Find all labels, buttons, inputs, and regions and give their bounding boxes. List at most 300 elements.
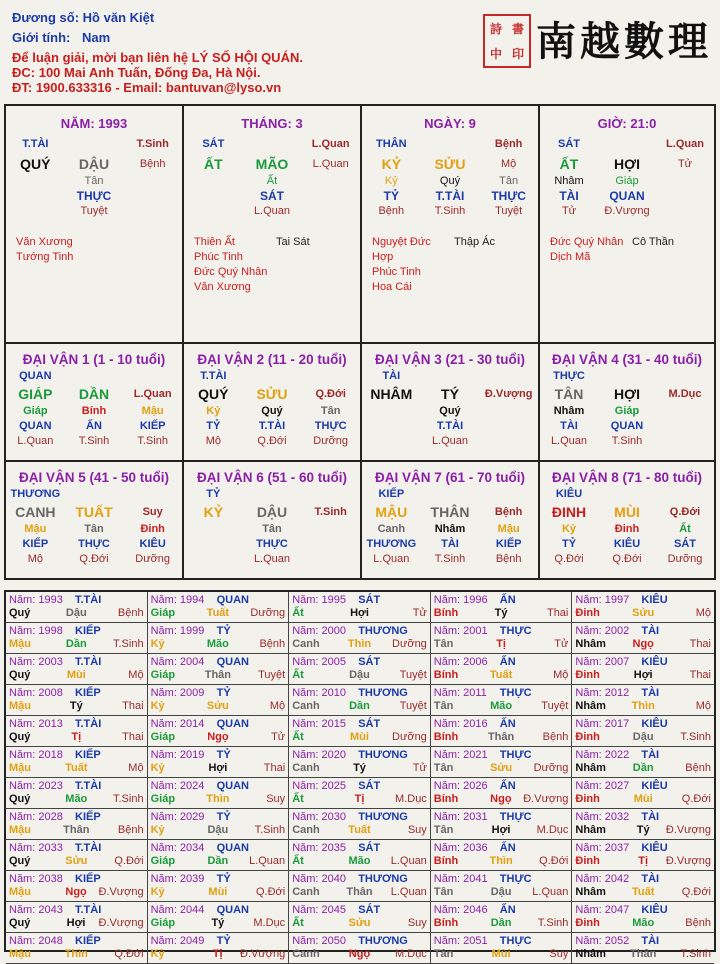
- year-stage: Q.Đới: [681, 793, 711, 805]
- hidden-stem: Dưỡng: [667, 553, 703, 565]
- hidden-stem: Mộ: [27, 553, 43, 565]
- hidden-stem-row: [184, 174, 360, 189]
- year-star: TÀI: [641, 625, 660, 637]
- dai-van-cell[interactable]: [184, 462, 362, 580]
- year-stem: Quý: [9, 917, 31, 929]
- year-stem: Tân: [433, 700, 454, 712]
- stem-label: DẬU: [256, 504, 288, 520]
- hidden-stem: TỶ: [206, 420, 221, 432]
- year-star: THỰC: [499, 749, 532, 761]
- year-cell[interactable]: [572, 747, 714, 778]
- year-stage: T.Sinh: [680, 731, 711, 743]
- hidden-stem: THỰC: [76, 189, 112, 203]
- year-star: SÁT: [358, 594, 381, 606]
- year-cell[interactable]: [289, 778, 431, 809]
- hidden-stem: KIÊU: [613, 538, 641, 550]
- year-branch: Tị: [638, 855, 649, 867]
- year-stem: Mậu: [9, 824, 31, 836]
- year-label: Năm: 2002: [575, 625, 630, 637]
- year-star: KIẾP: [75, 811, 101, 823]
- hidden-stem: T.Sinh: [78, 435, 110, 447]
- hidden-stem: Tân: [84, 175, 104, 187]
- year-cell[interactable]: [6, 592, 148, 623]
- hidden-stem: Bệnh: [495, 553, 522, 565]
- year-cell[interactable]: [431, 871, 573, 902]
- year-cell[interactable]: [572, 654, 714, 685]
- year-pillar: [151, 731, 286, 744]
- year-header: [9, 594, 144, 607]
- stem-label: QUÝ: [198, 386, 229, 402]
- hidden-stem-row: [362, 537, 538, 552]
- year-label: Năm: 2022: [575, 749, 630, 761]
- hidden-stem: Đ.Vượng: [604, 205, 650, 217]
- stage-label: M.Dục: [668, 388, 702, 400]
- year-cell[interactable]: [148, 871, 290, 902]
- year-stem: Đinh: [575, 607, 600, 619]
- year-stage: L.Quan: [390, 886, 427, 898]
- year-stem: Bính: [433, 855, 459, 867]
- year-stage: Thai: [546, 607, 569, 619]
- year-cell[interactable]: [572, 685, 714, 716]
- year-pillar: [434, 669, 569, 682]
- year-star: T.TÀI: [75, 780, 102, 792]
- year-branch: Mùi: [491, 948, 511, 960]
- year-cell[interactable]: [431, 685, 573, 716]
- chart-board: [4, 104, 716, 580]
- year-cell[interactable]: [289, 840, 431, 871]
- year-pillar: [9, 886, 144, 899]
- year-stage: Q.Đới: [114, 855, 144, 867]
- year-pillar: [575, 886, 711, 899]
- year-cell[interactable]: [148, 623, 290, 654]
- hidden-stem: [184, 522, 243, 537]
- year-cell[interactable]: [148, 840, 290, 871]
- dai-van-star: [540, 369, 714, 384]
- year-branch: Thân: [630, 948, 657, 960]
- year-cell[interactable]: [6, 840, 148, 871]
- year-branch: Mùi: [633, 793, 653, 805]
- year-header: [151, 687, 286, 700]
- year-stage: M.Dục: [395, 948, 427, 960]
- year-stem: Ất: [292, 669, 304, 681]
- year-cell[interactable]: [431, 933, 573, 964]
- year-cell[interactable]: [6, 933, 148, 964]
- year-cell[interactable]: [148, 654, 290, 685]
- year-stage: Suy: [407, 824, 427, 836]
- year-stage: L.Quan: [390, 855, 427, 867]
- hidden-stem-row: [184, 189, 360, 204]
- pillar-cell[interactable]: [540, 106, 714, 342]
- hidden-stem: [362, 434, 421, 449]
- year-stage: L.Quan: [249, 855, 286, 867]
- year-branch: Hợi: [350, 607, 369, 619]
- year-label: Năm: 2012: [575, 687, 630, 699]
- year-stage: Suy: [266, 793, 286, 805]
- dai-van-stem-branch: [184, 384, 360, 404]
- spacer: [421, 487, 480, 502]
- hidden-stem: [362, 404, 421, 419]
- year-star: KIẾP: [75, 935, 101, 947]
- hidden-stem: Nhâm: [553, 405, 585, 417]
- year-pillar: [9, 669, 144, 682]
- hidden-stem-row: [184, 434, 360, 449]
- dai-van-cell[interactable]: [362, 344, 540, 460]
- star-line: [16, 250, 182, 265]
- phone-email-line[interactable]: ĐT: 1900.633316 - Email: bantuvan@lyso.vn: [12, 80, 282, 95]
- year-stage: Bệnh: [259, 638, 286, 650]
- year-branch: Ngọ: [490, 793, 512, 805]
- hidden-stem: TÀI: [559, 189, 579, 203]
- spacer: [598, 487, 656, 502]
- star-name: Đức Quý Nhân: [194, 266, 268, 278]
- year-cell[interactable]: [431, 747, 573, 778]
- year-cell[interactable]: [289, 716, 431, 747]
- year-cell[interactable]: [289, 902, 431, 933]
- year-stage: Q.Đới: [255, 886, 286, 898]
- year-cell[interactable]: [431, 654, 573, 685]
- year-header: [434, 842, 569, 855]
- year-star: TỶ: [216, 811, 231, 823]
- star-name: Hoa Cái: [372, 281, 412, 293]
- year-cell[interactable]: [572, 902, 714, 933]
- year-cell[interactable]: [572, 840, 714, 871]
- year-star: THƯƠNG: [358, 749, 408, 761]
- hidden-stem-row: [184, 204, 360, 219]
- hidden-stem: Q.Đới: [257, 435, 287, 447]
- dai-van-title: ĐẠI VẬN 1 (1 - 10 tuổi): [22, 352, 166, 367]
- year-stem: Nhâm: [575, 700, 606, 712]
- stage-label: Bệnh: [494, 506, 523, 518]
- pillar-cell[interactable]: [184, 106, 362, 342]
- year-cell[interactable]: [148, 716, 290, 747]
- year-stem: Mậu: [9, 762, 31, 774]
- stage-label: Mộ: [501, 158, 517, 170]
- dai-van-cell[interactable]: [6, 462, 184, 580]
- year-cell[interactable]: [289, 933, 431, 964]
- year-label: Năm: 2037: [575, 842, 630, 854]
- year-cell[interactable]: [148, 592, 290, 623]
- year-stage: T.Sinh: [680, 948, 711, 960]
- stage-label: T.Sinh: [314, 506, 347, 518]
- hidden-stem: L.Quan: [253, 205, 291, 217]
- stem-label: TÝ: [441, 386, 459, 402]
- year-star: ẤN: [499, 842, 516, 854]
- year-cell[interactable]: [572, 778, 714, 809]
- year-stage: Bệnh: [542, 731, 569, 743]
- year-label: Năm: 1995: [292, 594, 346, 606]
- year-stem: Giáp: [150, 607, 176, 619]
- year-star: TÀI: [641, 873, 660, 885]
- year-label: Năm: 2006: [433, 656, 488, 668]
- star-line: [194, 280, 360, 295]
- year-branch: Tý: [636, 824, 650, 836]
- year-header: [292, 780, 427, 793]
- star-name: Nguyệt Đức Hợp: [372, 236, 431, 263]
- contact-line: Để luận giải, mời bạn liên hệ LÝ SỐ HỘI QUÁN.: [12, 50, 303, 65]
- year-pillar: [292, 855, 427, 868]
- spacer: [598, 369, 656, 384]
- hidden-stem-row: [6, 404, 182, 419]
- year-stem: Ất: [292, 917, 304, 929]
- year-stage: Dưỡng: [392, 638, 427, 650]
- hidden-stem-row: [362, 189, 538, 204]
- year-cell[interactable]: [148, 902, 290, 933]
- year-pillar: [9, 731, 144, 744]
- year-star: KIÊU: [641, 594, 668, 606]
- hidden-stem: L.Quan: [373, 553, 410, 565]
- gender-value: Nam: [81, 30, 111, 45]
- hidden-stem: Tử: [561, 205, 577, 217]
- pillar-stem-branch: [540, 154, 714, 174]
- year-header: [434, 625, 569, 638]
- year-cell[interactable]: [289, 592, 431, 623]
- year-stem: Nhâm: [575, 824, 606, 836]
- year-cell[interactable]: [6, 809, 148, 840]
- hidden-stem-row: [6, 189, 182, 204]
- year-stage: Đ.Vượng: [665, 824, 711, 836]
- hidden-stem: Giáp: [23, 405, 48, 417]
- hidden-stem: Mộ: [205, 435, 221, 447]
- year-stage: Mộ: [695, 607, 711, 619]
- year-label: Năm: 1999: [150, 625, 205, 637]
- hidden-stem-row: [540, 419, 714, 434]
- seal-char: 中: [489, 47, 502, 61]
- year-label: Năm: 2013: [9, 718, 63, 730]
- dai-van-cell[interactable]: [184, 344, 362, 460]
- dai-van-cell[interactable]: [6, 344, 184, 460]
- year-cell[interactable]: [431, 623, 573, 654]
- year-cell[interactable]: [431, 809, 573, 840]
- dai-van-cell[interactable]: [362, 462, 540, 580]
- stem-label: SỬU: [434, 156, 466, 172]
- hidden-stem: [656, 404, 714, 419]
- hidden-stem-row: [6, 434, 182, 449]
- dai-van-cell[interactable]: [540, 462, 714, 580]
- year-pillar: [151, 607, 286, 620]
- year-cell[interactable]: [289, 871, 431, 902]
- hidden-stem: [301, 537, 360, 552]
- year-cell[interactable]: [148, 933, 290, 964]
- hidden-stem-row: [540, 404, 714, 419]
- spacer: [65, 369, 124, 384]
- year-pillar: [575, 824, 711, 837]
- year-cell[interactable]: [6, 778, 148, 809]
- hidden-stem: THƯƠNG: [366, 538, 417, 550]
- year-stem: Đinh: [575, 917, 600, 929]
- year-cell[interactable]: [431, 840, 573, 871]
- year-branch: Sửu: [632, 607, 655, 619]
- year-cell[interactable]: [431, 592, 573, 623]
- year-stage: Tuyệt: [258, 669, 286, 681]
- year-cell[interactable]: [431, 902, 573, 933]
- hidden-stem: [123, 204, 182, 219]
- pillar-cell[interactable]: [362, 106, 540, 342]
- year-header: [434, 811, 569, 824]
- year-stem: Đinh: [575, 855, 600, 867]
- dai-van-cell[interactable]: [540, 344, 714, 460]
- year-cell[interactable]: [6, 747, 148, 778]
- year-pillar: [575, 793, 711, 806]
- year-stem: Bính: [433, 793, 459, 805]
- year-cell[interactable]: [289, 654, 431, 685]
- pillar-title: NĂM: 1993: [60, 116, 128, 131]
- year-branch: Tị: [354, 793, 365, 805]
- hidden-stem: Ất: [679, 523, 691, 535]
- year-star: ẤN: [499, 594, 516, 606]
- year-cell[interactable]: [572, 592, 714, 623]
- hidden-stem: THỰC: [256, 538, 288, 550]
- year-star: QUAN: [216, 842, 249, 854]
- year-cell[interactable]: [431, 778, 573, 809]
- year-header: [9, 687, 144, 700]
- year-star: ẤN: [499, 904, 516, 916]
- year-cell[interactable]: [572, 623, 714, 654]
- year-star: THỰC: [499, 873, 532, 885]
- year-stem: Canh: [292, 824, 320, 836]
- hidden-stem: [184, 174, 243, 189]
- year-header: [292, 811, 427, 824]
- star-name: Tướng Tinh: [16, 251, 74, 263]
- year-cell[interactable]: [572, 871, 714, 902]
- year-stem: Kỷ: [150, 700, 165, 712]
- year-stage: Thai: [263, 762, 286, 774]
- year-pillar: [9, 762, 144, 775]
- year-stem: Kỷ: [150, 886, 165, 898]
- year-star: TÀI: [641, 935, 660, 947]
- year-header: [434, 935, 569, 948]
- year-cell[interactable]: [6, 902, 148, 933]
- year-branch: Mão: [65, 793, 88, 805]
- star-name: Cô Thần: [632, 236, 674, 248]
- year-branch: Mão: [490, 700, 513, 712]
- pillar-title: GIỜ: 21:0: [597, 116, 657, 131]
- year-cell[interactable]: [572, 933, 714, 964]
- year-branch: Tuất: [348, 824, 371, 836]
- owner-line: [12, 10, 154, 25]
- year-label: Năm: 2019: [150, 749, 205, 761]
- year-branch: Dậu: [65, 607, 87, 619]
- year-header: [292, 904, 427, 917]
- year-branch: Sửu: [348, 917, 371, 929]
- pillar-cell[interactable]: [6, 106, 184, 342]
- hidden-stem: [656, 174, 714, 189]
- year-branch: Hợi: [208, 762, 228, 774]
- year-branch: Mão: [632, 917, 655, 929]
- hidden-stem: ẤN: [86, 420, 102, 432]
- year-stem: Tân: [433, 762, 454, 774]
- year-label: Năm: 2023: [9, 780, 63, 792]
- year-star: SÁT: [358, 780, 381, 792]
- spacer: [123, 369, 182, 384]
- year-cell[interactable]: [572, 809, 714, 840]
- year-cell[interactable]: [289, 623, 431, 654]
- year-cell[interactable]: [148, 778, 290, 809]
- hidden-stem-row: [6, 522, 182, 537]
- year-stem: Giáp: [150, 855, 176, 867]
- year-pillar: [9, 607, 144, 620]
- year-cell[interactable]: [289, 809, 431, 840]
- year-stage: Tử: [271, 731, 286, 743]
- stem-label: TUẤT: [75, 504, 113, 520]
- year-cell[interactable]: [6, 623, 148, 654]
- dai-van-title: ĐẠI VẬN 3 (21 - 30 tuổi): [374, 352, 526, 367]
- year-cell[interactable]: [6, 685, 148, 716]
- year-header: [434, 873, 569, 886]
- year-header: [151, 625, 286, 638]
- star-line: [550, 235, 714, 250]
- dai-van-star: [362, 369, 538, 384]
- year-label: Năm: 2036: [433, 842, 488, 854]
- year-star: QUAN: [216, 656, 249, 668]
- year-star: TỶ: [216, 625, 231, 637]
- year-cell[interactable]: [6, 871, 148, 902]
- hidden-stem: [301, 174, 360, 189]
- year-star: THỰC: [499, 687, 532, 699]
- year-label: Năm: 2045: [292, 904, 346, 916]
- hidden-stem: [301, 204, 360, 219]
- stage-label: Bệnh: [139, 158, 166, 170]
- year-star: THỰC: [499, 625, 532, 637]
- hidden-stem: QUAN: [610, 420, 644, 432]
- year-star: KIÊU: [641, 656, 668, 668]
- year-star: TÀI: [641, 811, 660, 823]
- year-cell[interactable]: [6, 654, 148, 685]
- dai-van-stem-branch: [184, 502, 360, 522]
- year-cell[interactable]: [572, 716, 714, 747]
- year-header: [151, 811, 286, 824]
- star-name: Tai Sát: [276, 236, 310, 248]
- year-pillar: [151, 762, 286, 775]
- star-line: [372, 235, 538, 265]
- year-star: THỰC: [499, 811, 532, 823]
- year-label: Năm: 2001: [433, 625, 488, 637]
- pillar-star-row: [540, 137, 714, 152]
- year-cell[interactable]: [289, 747, 431, 778]
- year-header: [292, 625, 427, 638]
- year-star: ẤN: [499, 656, 516, 668]
- year-stem: Kỷ: [150, 948, 165, 960]
- hidden-stem: [6, 204, 65, 219]
- year-star: T.TÀI: [75, 594, 102, 606]
- year-cell[interactable]: [148, 685, 290, 716]
- year-branch: Sửu: [65, 855, 88, 867]
- year-stem: Mậu: [9, 948, 31, 960]
- year-star: KIÊU: [641, 780, 668, 792]
- year-header: [292, 687, 427, 700]
- year-star: SÁT: [358, 904, 381, 916]
- year-stage: Thai: [689, 638, 711, 650]
- year-pillar: [434, 886, 569, 899]
- year-stage: Tuyệt: [399, 669, 427, 681]
- year-cell[interactable]: [148, 747, 290, 778]
- year-stage: Tử: [554, 638, 569, 650]
- year-cell[interactable]: [289, 685, 431, 716]
- hidden-stem-row: [362, 434, 538, 449]
- year-stem: Mậu: [9, 638, 31, 650]
- spacer: [123, 487, 182, 502]
- year-cell[interactable]: [148, 809, 290, 840]
- seal-char: 詩: [489, 22, 502, 36]
- year-branch: Tý: [494, 607, 508, 619]
- year-header: [9, 873, 144, 886]
- year-header: [292, 656, 427, 669]
- year-cell[interactable]: [6, 716, 148, 747]
- year-pillar: [434, 638, 569, 651]
- hidden-stem-row: [6, 552, 182, 567]
- year-stem: Giáp: [150, 793, 176, 805]
- year-cell[interactable]: [431, 716, 573, 747]
- hidden-stem-row: [540, 189, 714, 204]
